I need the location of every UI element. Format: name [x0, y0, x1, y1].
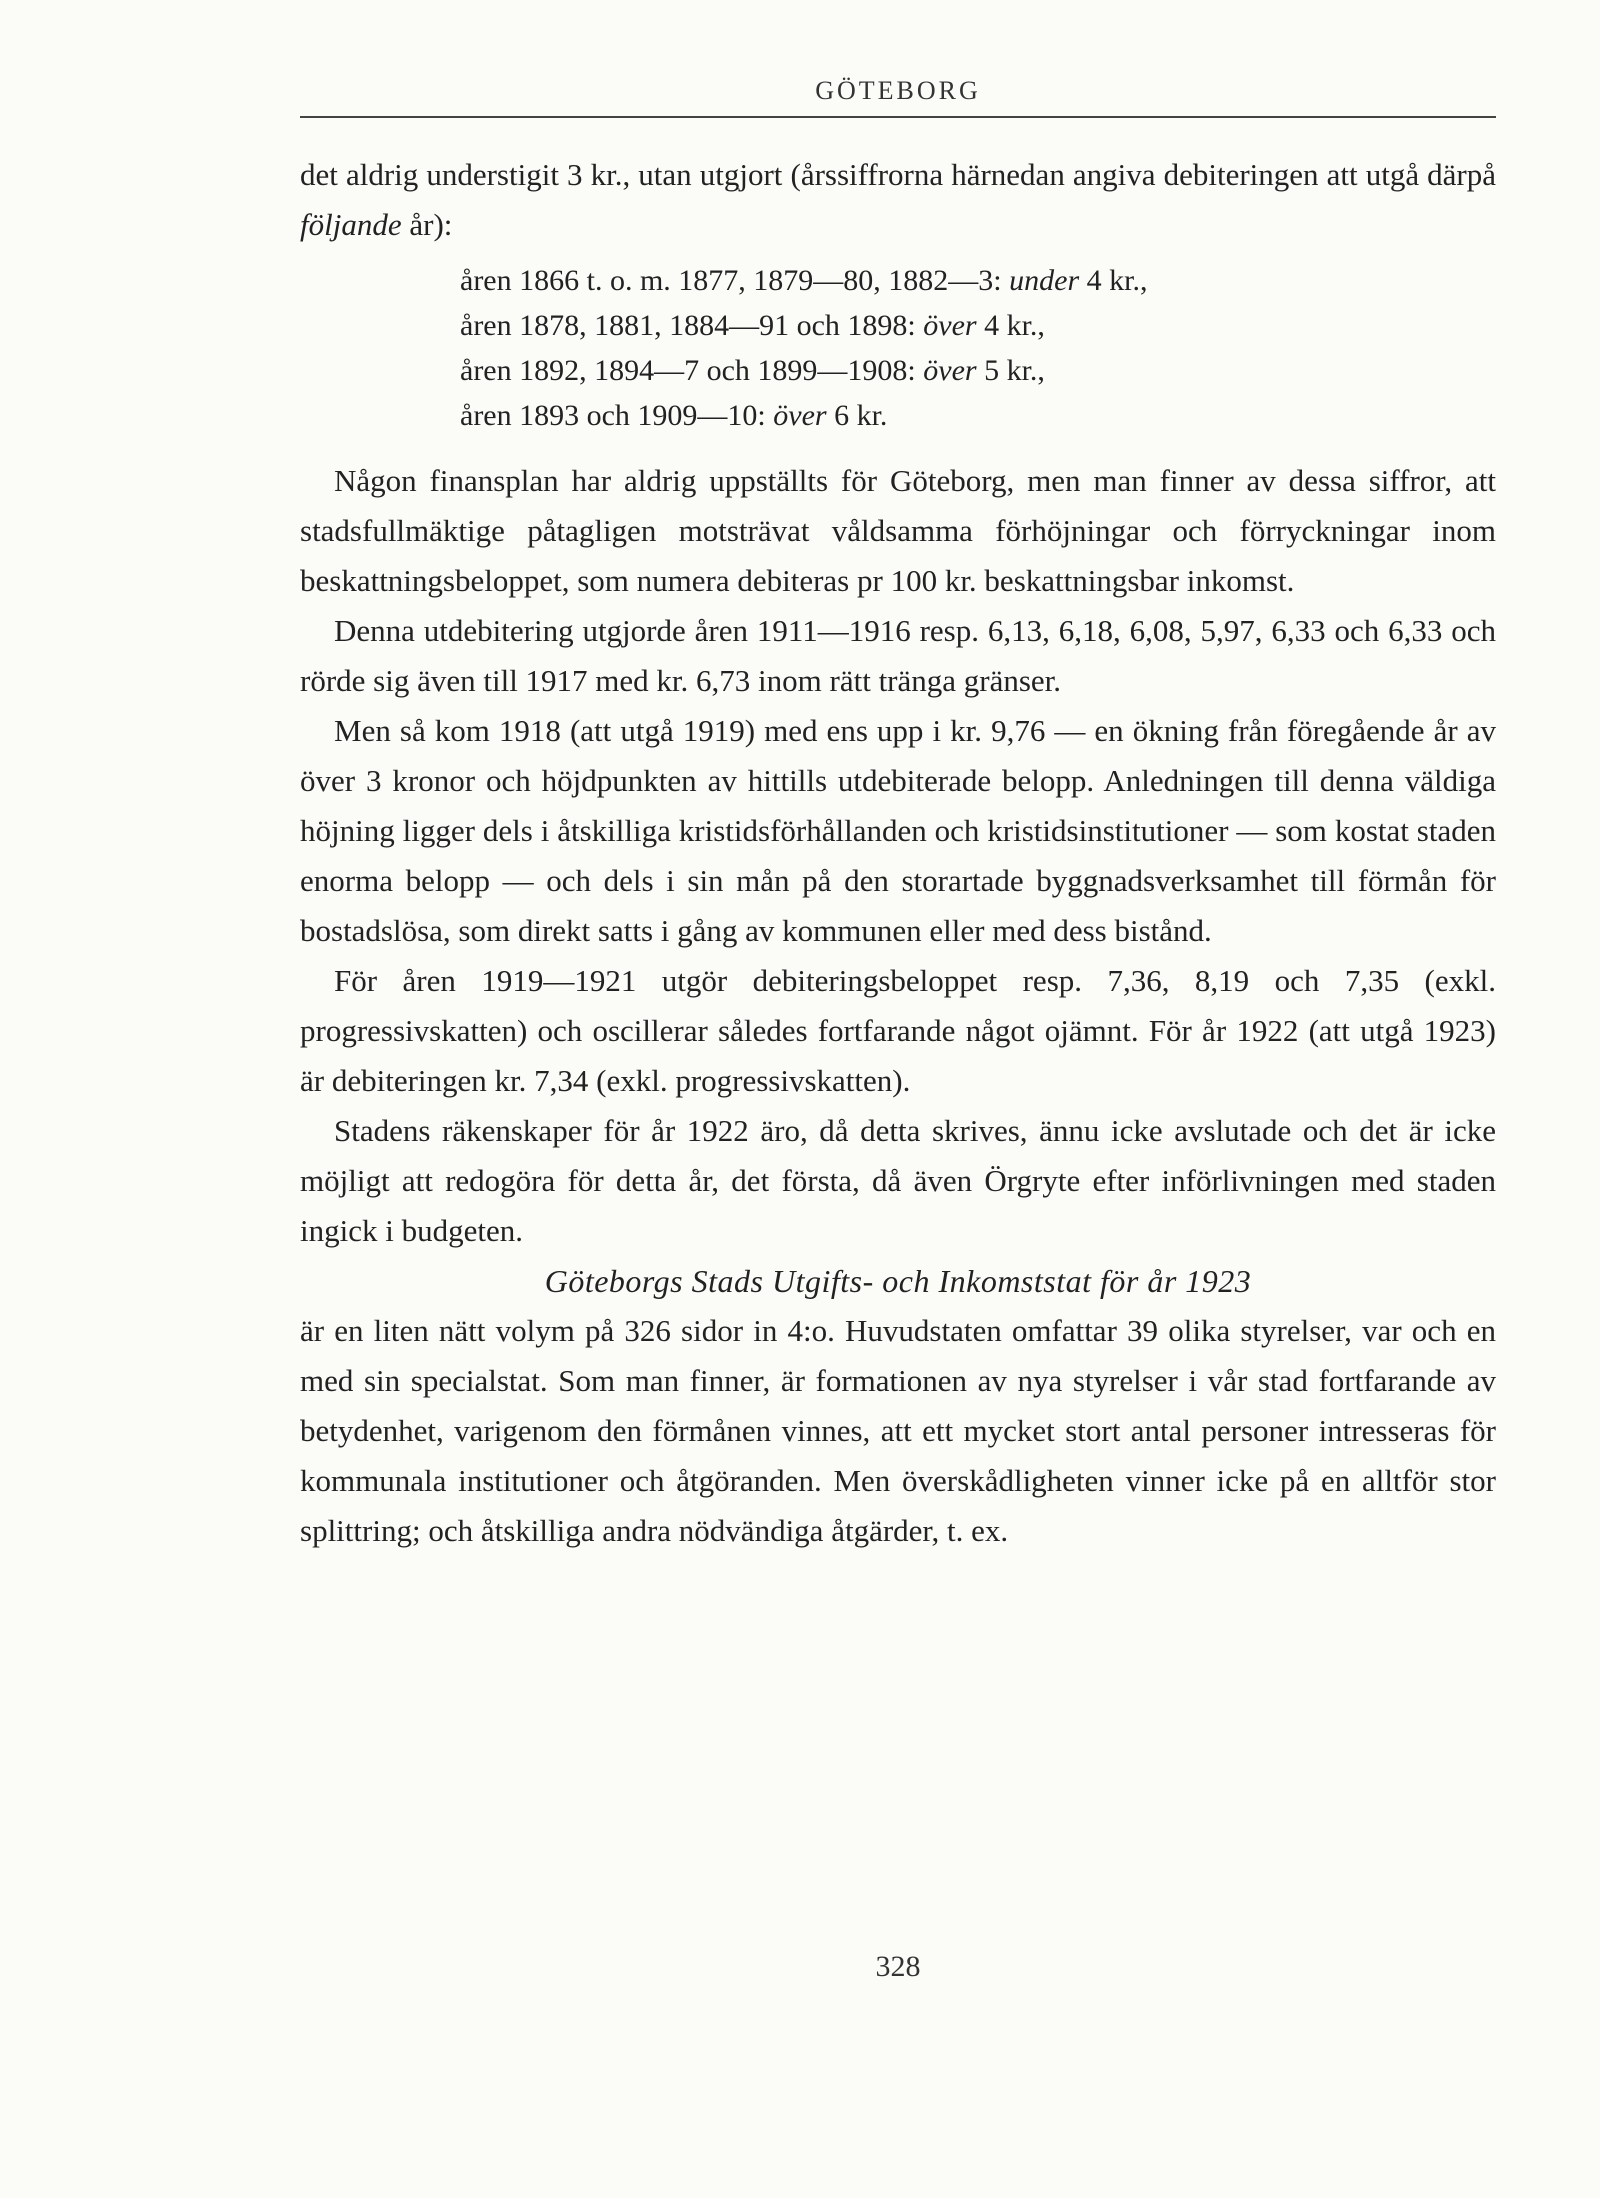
intro-italic: följande	[300, 207, 402, 242]
list-item: åren 1878, 1881, 1884—91 och 1898: över 4 kr.,	[460, 309, 1045, 342]
closing-paragraph: är en liten nätt volym på 326 sidor in 4:o. Huvudstaten omfattar 39 olika styrelser, var och en med sin specialstat. Som man finner, är formationen av nya styrelser i vår stad fortfarande av betydenhet, varigenom den förmånen vinnes, att ett mycket stort antal personer intresseras för kommunala institutioner och åtgöranden. Men överskådligheten vinner icke på en alltför stor splittring; och åtskilliga andra nödvändiga åtgärder, t. ex.	[300, 1313, 1496, 1548]
intro-paragraph	[300, 150, 1496, 250]
header-rule	[300, 116, 1496, 118]
paragraph: Stadens räkenskaper för år 1922 äro, då detta skrives, ännu icke avslutade och det är icke möjligt att redogöra för detta år, det första, då även Örgryte efter införlivningen med staden ingick i budgeten.	[300, 1113, 1496, 1248]
year-list	[460, 258, 1496, 438]
intro-text: det aldrig understigit 3 kr., utan utgjort (årssiffrorna härnedan angiva debiteringen att utgå därpå	[300, 157, 1496, 192]
intro-text-end: år):	[401, 207, 453, 242]
paragraph: Denna utdebitering utgjorde åren 1911—1916 resp. 6,13, 6,18, 6,08, 5,97, 6,33 och 6,33 och rörde sig även till 1917 med kr. 6,73 inom rätt tränga gränser.	[300, 613, 1496, 698]
paragraph: Någon finansplan har aldrig uppställts för Göteborg, men man finner av dessa siffror, att stadsfullmäktige påtagligen motsträvat våldsamma förhöjningar och förryckningar inom beskattningsbeloppet, som numera debiteras pr 100 kr. beskattningsbar inkomst.	[300, 463, 1496, 598]
list-item: åren 1866 t. o. m. 1877, 1879—80, 1882—3: under 4 kr.,	[460, 264, 1148, 297]
paragraph: Men så kom 1918 (att utgå 1919) med ens upp i kr. 9,76 — en ökning från föregående år av över 3 kronor och höjdpunkten av hittills utdebiterade belopp. Anledningen till denna väldiga höjning ligger dels i åtskilliga kristidsförhållanden och kristidsinstitutioner — som kostat staden enorma belopp — och dels i sin mån på den storartade byggnadsverksamhet till förmån för bostadslösa, som direkt satts i gång av kommunen eller med dess bistånd.	[300, 713, 1496, 948]
list-item: åren 1893 och 1909—10: över 6 kr.	[460, 399, 888, 432]
paragraph: För åren 1919—1921 utgör debiteringsbeloppet resp. 7,36, 8,19 och 7,35 (exkl. progressivskatten) och oscillerar således fortfarande något ojämnt. För år 1922 (att utgå 1923) är debiteringen kr. 7,34 (exkl. progressivskatten).	[300, 963, 1496, 1098]
list-item: åren 1892, 1894—7 och 1899—1908: över 5 kr.,	[460, 354, 1045, 387]
running-header: GÖTEBORG	[815, 76, 981, 105]
text-body	[300, 150, 1496, 1556]
section-heading: Göteborgs Stads Utgifts- och Inkomststat för år 1923	[544, 1263, 1252, 1299]
page-number: 328	[875, 1950, 921, 1983]
